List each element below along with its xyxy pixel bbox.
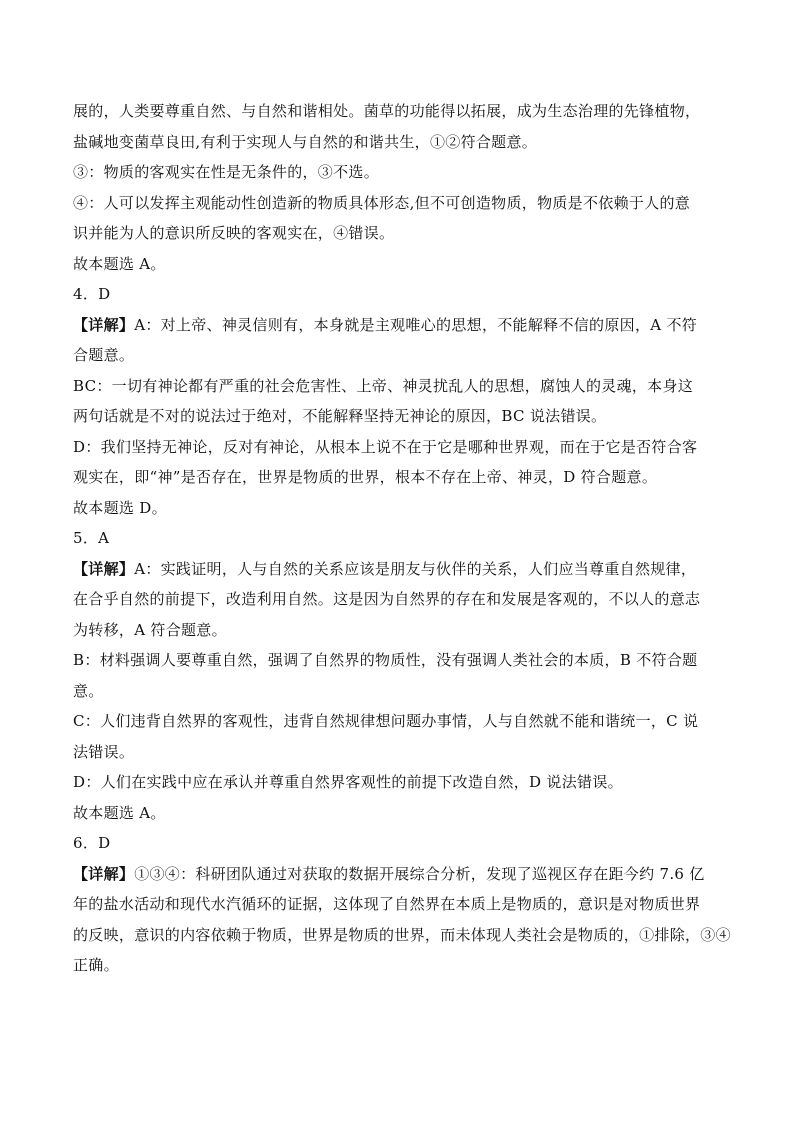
question-number: 6．D bbox=[73, 834, 111, 852]
text-line: 展的，人类要尊重自然、与自然和谐相处。菌草的功能得以拓展，成为生态治理的先锋植物， bbox=[73, 102, 701, 120]
text-line: 正确。 bbox=[73, 956, 119, 974]
question-number: 4．D bbox=[73, 285, 111, 303]
text-segment: ①③④：科研团队通过对获取的数据开展综合分析，发现了巡视区存在距今约 7.6 亿 bbox=[134, 864, 705, 883]
text-segment: A：实践证明，人与自然的关系应该是朋友与伙伴的关系，人们应当尊重自然规律， bbox=[134, 559, 697, 578]
text-line: 故本题选 A。 bbox=[73, 803, 166, 822]
text-line: 为转移，A 符合题意。 bbox=[73, 620, 227, 639]
explanation-first-line bbox=[73, 310, 725, 341]
explanation-tag: 【详解】 bbox=[73, 559, 135, 578]
text-line: 识并能为人的意识所反映的客观实在，④错误。 bbox=[73, 224, 395, 242]
text-segment: A：对上帝、神灵信则有，本身就是主观唯心的思想，不能解释不信的原因，A 不符 bbox=[134, 315, 698, 334]
explanation-first-line bbox=[73, 859, 725, 890]
text-line: 的反映，意识的内容依赖于物质，世界是物质的世界，而未体现人类社会是物质的，①排除，③④ bbox=[73, 925, 731, 944]
text-line: 故本题选 A。 bbox=[73, 254, 166, 273]
text-line: 在合乎自然的前提下，改造利用自然。这是因为自然界的存在和发展是客观的，不以人的意志 bbox=[73, 590, 701, 608]
text-line: C：人们违背自然界的客观性，违背自然规律想问题办事情，人与自然就不能和谐统一，C 说 bbox=[73, 712, 699, 730]
text-line: 年的盐水活动和现代水汽循环的证据，这体现了自然界在本质上是物质的，意识是对物质世界 bbox=[73, 895, 701, 913]
question-6-section bbox=[73, 828, 731, 981]
explanation-first-line bbox=[73, 554, 725, 585]
text-line: 两句话就是不对的说法过于绝对，不能解释坚持无神论的原因，BC 说法错误。 bbox=[73, 407, 607, 425]
text-line: 盐碱地变菌草良田,有利于实现人与自然的和谐共生，①②符合题意。 bbox=[73, 132, 538, 151]
text-line: 故本题选 D。 bbox=[73, 498, 167, 517]
text-line: D：人们在实践中应在承认并尊重自然界客观性的前提下改造自然，D 说法错误。 bbox=[73, 773, 623, 791]
text-line: B：材料强调人要尊重自然，强调了自然界的物质性，没有强调人类社会的本质，B 不符合题 bbox=[73, 651, 698, 669]
document-page bbox=[73, 96, 731, 981]
question-5-section bbox=[73, 523, 725, 828]
question-4-section bbox=[73, 279, 725, 523]
text-line: 合题意。 bbox=[73, 346, 135, 364]
explanation-tag: 【详解】 bbox=[73, 864, 135, 883]
text-line: D：我们坚持无神论，反对有神论，从根本上说不在于它是哪种世界观，而在于它是否符合客 bbox=[73, 437, 698, 456]
text-line: 观实在，即“神”是否存在，世界是物质的世界，根本不存在上帝、神灵，D 符合题意。 bbox=[73, 468, 658, 486]
question-number: 5．A bbox=[73, 529, 110, 547]
text-line: 法错误。 bbox=[73, 742, 135, 761]
text-line: ④：人可以发挥主观能动性创造新的物质具体形态,但不可创造物质，物质是不依赖于人的意 bbox=[73, 193, 691, 212]
text-line: ③：物质的客观实在性是无条件的，③不选。 bbox=[73, 163, 380, 181]
text-line: BC：一切有神论都有严重的社会危害性、上帝、神灵扰乱人的思想，腐蚀人的灵魂，本身这 bbox=[73, 376, 694, 395]
explanation-tag: 【详解】 bbox=[73, 315, 135, 334]
continuation-section bbox=[73, 96, 725, 279]
text-line: 意。 bbox=[73, 681, 104, 700]
